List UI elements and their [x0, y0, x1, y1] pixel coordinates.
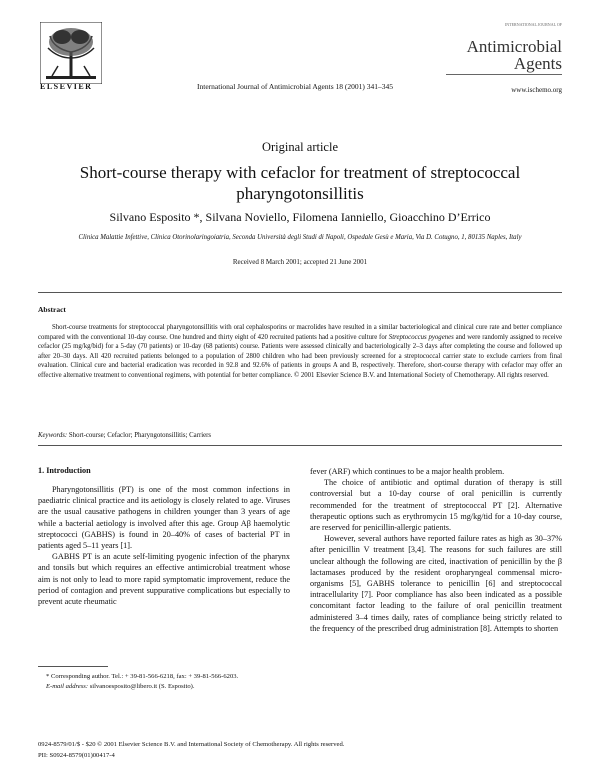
publisher-name: ELSEVIER — [40, 82, 93, 91]
elsevier-tree-logo — [40, 22, 102, 84]
email-note — [38, 682, 290, 691]
paragraph: The choice of antibiotic and optimal duration of therapy is still controversial but a 10-day course of oral penicillin is currently recommended for the treatment of streptococcal PT [2]. Alternative therapeutic options such as erythromycin 15 mg/kg/tid for a 10-day course, are reserved for penicillin-allergic patients. — [310, 478, 562, 533]
journal-website-link[interactable]: www.ischemo.org — [511, 86, 562, 94]
abstract-text-part-1: Short-course treatments for streptococcal pharyngotonsillitis with oral cephalosporins or macrolides have resulted in a similar bacteriological and clinical cure rate and better compliance compared with the conventional 10-day course. One hundred and thirty eight of 420 recruited patients had a positive culture for — [38, 324, 562, 341]
paragraph: However, several authors have reported failure rates as high as 30–37% after penicillin V treatment [3,4]. The reasons for such failures are still unclear although the following are cited, inactivation of penicillin by the β lactamases produced by the resident oropharyngeal commensal micro-organisms [5], GABHS tolerance to penicillin [6] and streptococcal intracellularity [7]. Poor compliance has also been indicated as a possible concomitant factor leading to the failure of oral penicillin treatment administered 3–4 times daily, rates of compliance being strictly related to the frequency of the prescribed drug administration [8]. Attempts to shorten — [310, 534, 562, 633]
abstract-heading: Abstract — [38, 305, 66, 314]
keywords-line — [38, 432, 562, 439]
organism-name: Streptococcus pyogenes — [388, 333, 454, 341]
email-address[interactable]: silvanoesposito@libero.it (S. Esposito). — [88, 683, 195, 690]
keywords-values: Short-course; Cefaclor; Pharyngotonsillitis; Carriers — [67, 432, 212, 439]
author-list: Silvano Esposito *, Silvana Noviello, Filomena Ianniello, Gioacchino D’Errico — [109, 210, 491, 224]
footnote-rule — [38, 666, 108, 667]
pii-line: PII: S0924-8579(01)00417-4 — [38, 752, 115, 759]
received-dates: Received 8 March 2001; accepted 21 June 2001 — [232, 258, 368, 266]
copyright-line: 0924-8579/01/$ - $20 © 2001 Elsevier Science B.V. and International Society of Chemotherapy. All rights reserved. — [38, 741, 345, 748]
journal-brand-line-1: Antimicrobial — [466, 37, 562, 56]
section-heading-introduction: 1. Introduction — [38, 466, 91, 475]
brand-divider — [446, 74, 562, 75]
article-type: Original article — [261, 140, 338, 154]
body-column-left — [38, 484, 290, 607]
corresponding-author-note: * Corresponding author. Tel.: + 39-81-566-6218, fax: + 39-81-566-6203. — [46, 673, 239, 680]
journal-brand-small: INTERNATIONAL JOURNAL OF — [504, 22, 562, 27]
abstract-text-part-2: and were randomly assigned to receive cefaclor (25 mg/kg/bid) for a 5-day (70 patients) or 10-day (68 patients) course. Patients were assessed clinically and bacteriologically 2–3 days after completing the course and followed up after 20–30 days. All 420 recruited patients belonged to a population of 2800 children who had been previously screened for a streptococcal carrier state to exclude carriers from final evaluation. Clinical cure and bacterial eradication was recorded in 92.8 and 92.6% of patients in groups A and B, respectively. Therefore, short-course therapy with cefaclor may offer an effective alternative treatment to conventional regimens, with potential for better compliance. © 2001 Elsevier Science B.V. and International Society of Chemotherapy. All rights reserved. — [38, 333, 563, 379]
abstract-bottom-rule — [38, 445, 562, 446]
body-column-right — [310, 466, 562, 634]
keywords-label: Keywords: — [38, 432, 68, 439]
author-affiliation: Clinica Malattie Infettive, Clinica Otorinolaringoiatria, Seconda Università degli Studi di Napoli, Ospedale Gesù e Maria, Via D. Cotugno, 1, 80135 Naples, Italy — [78, 234, 522, 241]
abstract-top-rule — [38, 292, 562, 293]
footnotes — [38, 672, 290, 692]
paragraph: Pharyngotonsillitis (PT) is one of the most common infections in paediatric clinical practice and its aetiology is closely related to age. Viruses are the usual causative pathogens in children younger than 3 years of age while a bacterial aetiology is involved after this age. Group Aβ haemolytic streptococci (GABHS) is found in 20–40% of cases of bacterial PT in patients aged 5–11 years [1]. — [38, 485, 290, 551]
email-label: E-mail address: — [46, 683, 89, 690]
article-title: Short-course therapy with cefaclor for treatment of streptococcal pharyngotonsillitis — [79, 163, 521, 203]
abstract-text — [38, 323, 562, 381]
paragraph: fever (ARF) which continues to be a major health problem. — [310, 467, 505, 476]
paragraph: GABHS PT is an acute self-limiting pyogenic infection of the pharynx and tonsils but which requires an effective antimicrobial treatment whose aim is not only to lead to more rapid symptomatic improvement, reduce the period of contagion and prevent suppurative complications but especially to prevent acute rheumatic — [38, 552, 290, 607]
journal-brand-line-2: Agents — [513, 54, 562, 73]
journal-citation: International Journal of Antimicrobial Agents 18 (2001) 341–345 — [196, 82, 393, 91]
